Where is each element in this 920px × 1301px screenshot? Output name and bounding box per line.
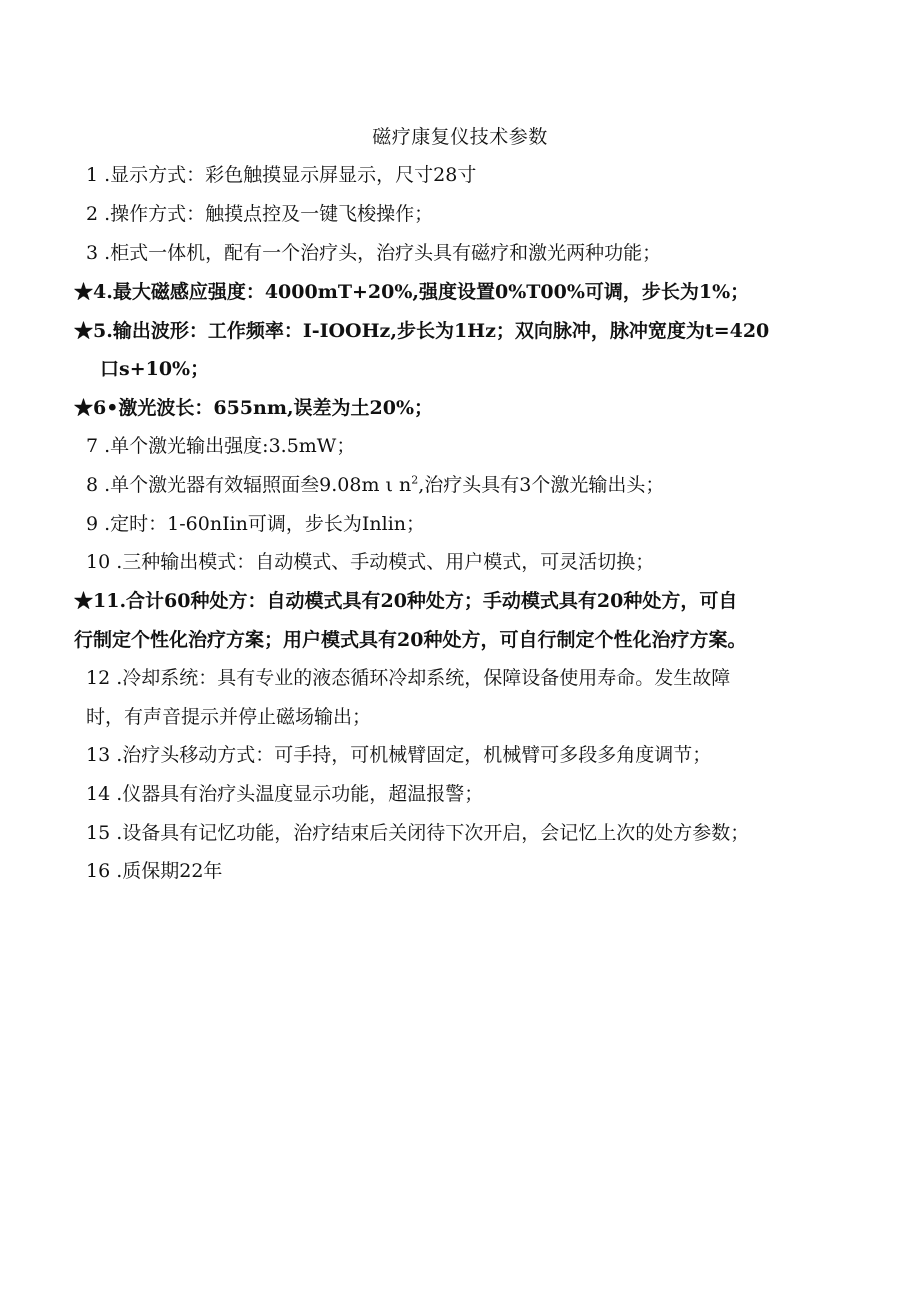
spec-line-12-cont: 时，有声音提示并停止磁场输出； [86, 706, 372, 728]
spec-line-8 [86, 472, 664, 498]
spec-line-2: 2 .操作方式：触摸点控及一键飞梭操作； [86, 203, 434, 225]
spec-line-15: 15 .设备具有记忆功能，治疗结束后关闭待下次开启，会记忆上次的处方参数； [86, 822, 750, 844]
spec-line-3: 3 .柜式一体机，配有一个治疗头，治疗头具有磁疗和激光两种功能； [86, 242, 662, 264]
spec-line-1: 1 .显示方式：彩色触摸显示屏显示，尺寸28寸 [86, 164, 477, 186]
spec-line-5: ★5.输出波形：工作频率：I-IOOHz,步长为1Hz；双向脉冲，脉冲宽度为t=420 [74, 320, 770, 342]
spec-line-12: 12 .冷却系统：具有专业的液态循环冷却系统，保障设备使用寿命。发生故障 [86, 667, 731, 689]
spec-line-4: ★4.最大磁感应强度：4000mT+20%,强度设置0%T00%可调，步长为1%； [74, 281, 750, 303]
spec-line-6: ★6•激光波长：655nm,误差为土20%； [74, 397, 434, 419]
spec-line-16: 16 .质保期22年 [86, 860, 223, 882]
spec-line-10: 10 .三种输出模式：自动模式、手动模式、用户模式，可灵活切换； [86, 551, 655, 573]
spec-line-11-cont: 行制定个性化治疗方案；用户模式具有20种处方，可自行制定个性化治疗方案。 [74, 629, 747, 651]
spec-line-9: 9 .定时：1-60nIin可调，步长为Inlin； [86, 513, 426, 535]
spec-line-13: 13 .治疗头移动方式：可手持，可机械臂固定，机械臂可多段多角度调节； [86, 744, 712, 766]
spec-line-5-cont: 口s+10%； [100, 358, 210, 380]
spec-line-14: 14 .仪器具有治疗头温度显示功能，超温报警； [86, 783, 484, 805]
spec-line-8-text-b: ,治疗头具有3个激光输出头； [418, 474, 665, 496]
spec-line-8-superscript: 2 [411, 473, 419, 487]
document-title: 磁疗康复仪技术参数 [372, 126, 548, 148]
spec-line-7: 7 .单个激光输出强度:3.5mW； [86, 435, 356, 457]
spec-line-11: ★11.合计60种处方：自动模式具有20种处方；手动模式具有20种处方，可自 [74, 590, 738, 612]
spec-line-8-text-a: 8 .单个激光器有效辐照面叁9.08m ι n [86, 474, 412, 496]
